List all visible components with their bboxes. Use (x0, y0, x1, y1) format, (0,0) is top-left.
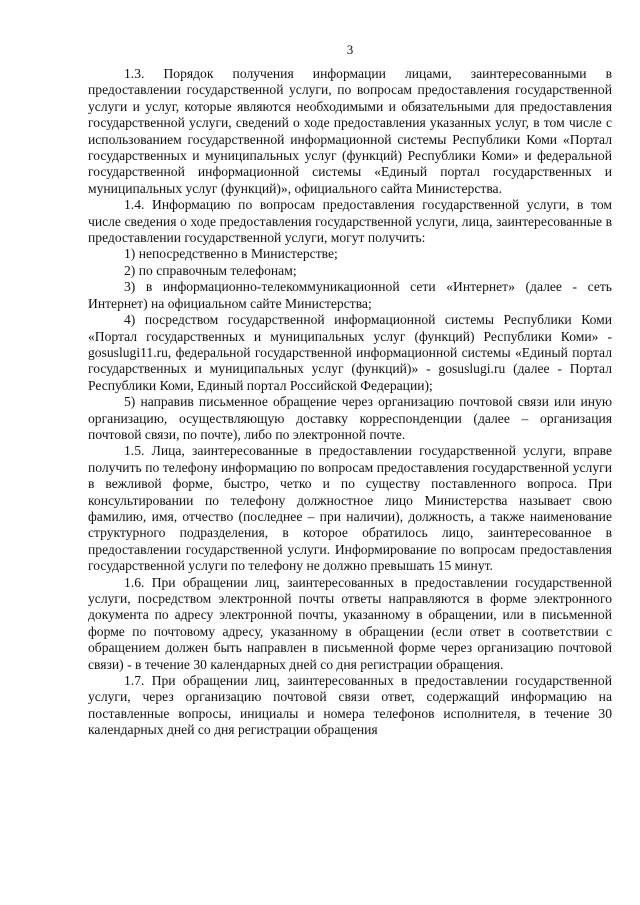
paragraph-1-4: 1.4. Информацию по вопросам предоставления государственной услуги, в том числе сведения о ходе предоставления государственной услуги, лица, заинтересованные в предоставлении государственной услуги, могут получить: (88, 197, 612, 246)
paragraph-1-6: 1.6. При обращении лиц, заинтересованных в предоставлении государственной услуги, посредством электронной почты ответы направляются в форме электронного документа по адресу электронной почты, указанному в обращении, или в письменной форме по почтовому адресу, указанному в обращении (если ответ в соответствии с обращением должен быть направлен в письменной форме через организацию почтовой связи) - в течение 30 календарных дней со дня регистрации обращения. (88, 574, 612, 672)
page-number: 3 (346, 42, 354, 57)
list-item-2: 2) по справочным телефонам; (124, 262, 297, 278)
list-item-4: 4) посредством государственной информационной системы Республики Коми «Портал государственных и муниципальных услуг (функций) Республики Коми» - gosuslugi11.ru, федеральной государственной информационной системы «Единый портал государственных и муниципальных услуг (функций)» - gosuslugi.ru (далее - Портал Республики Коми, Единый портал Российской Федерации); (88, 312, 612, 393)
list-item-5: 5) направив письменное обращение через организацию почтовой связи или иную организацию, осуществляющую доставку корреспонденции (далее – организация почтовой связи, по почте), либо по электронной почте. (88, 394, 612, 442)
paragraph-1-5: 1.5. Лица, заинтересованные в предоставлении государственной услуги, вправе получить по телефону информацию по вопросам предоставления государственной услуги в вежливой форме, быстро, четко и по существу поставленного вопроса. При консультировании по телефону должностное лицо Министерства называет свою фамилию, имя, отчество (последнее – при наличии), должность, а также наименование структурного подразделения, в которое обратилось лицо, заинтересованное в предоставлении государственной услуги. Информирование по вопросам предоставления государственной услуги по телефону не должно превышать 15 минут. (88, 443, 612, 574)
paragraph-1-7: 1.7. При обращении лиц, заинтересованных в предоставлении государственной услуги, через организацию почтовой связи ответ, содержащий информацию на поставленные вопросы, инициалы и номера телефонов исполнителя, в течение 30 календарных дней со дня регистрации обращения (88, 673, 612, 738)
list-item-1: 1) непосредственно в Министерстве; (124, 246, 338, 262)
paragraph-1-3: 1.3. Порядок получения информации лицами, заинтересованными в предоставлении государственной услуги, по вопросам предоставления государственной услуги и услуг, которые являются необходимыми и обязательными для предоставления государственной услуги, сведений о ходе предоставления указанных услуг, в том числе с использованием государственной информационной системы Республики Коми «Портал государственных и муниципальных услуг (функций) Республики Коми» и федеральной государственной информационной системы «Единый портал государственных и муниципальных услуг (функций)», официального сайта Министерства. (88, 66, 612, 196)
list-item-3: 3) в информационно-телекоммуникационной сети «Интернет» (далее - сеть Интернет) на официальном сайте Министерства; (88, 279, 612, 311)
